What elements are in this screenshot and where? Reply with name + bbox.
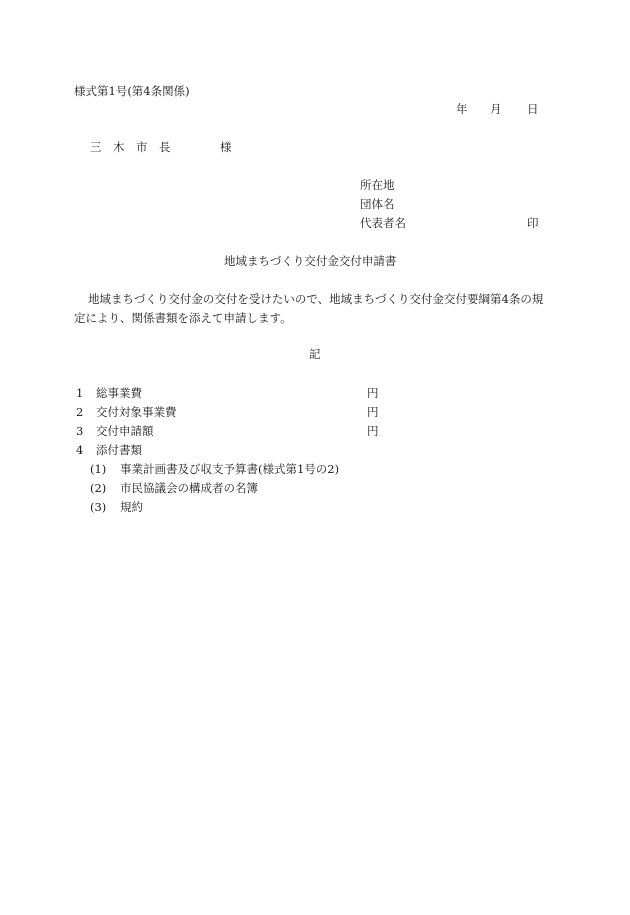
attachment-label: 規約 [120, 500, 143, 514]
address-label: 所在地 [360, 178, 395, 192]
item-number: 4 [76, 443, 84, 457]
item-unit: 円 [367, 424, 379, 438]
item-label: 交付対象事業費 [96, 405, 177, 419]
document-title: 地域まちづくり交付金交付申請書 [224, 254, 397, 268]
item-unit: 円 [367, 405, 379, 419]
body-text: 地域まちづくり交付金の交付を受けたいので、地域まちづくり交付金交付要綱第4条の規定により、関係書類を添えて申請します。 [74, 292, 544, 325]
attachment-number: (1) [90, 462, 107, 476]
attachment-number: (3) [90, 500, 107, 514]
item-number: 2 [76, 405, 84, 419]
date-day: 日 [527, 102, 539, 116]
addressee-honorific: 様 [220, 140, 232, 154]
item-number: 3 [76, 424, 84, 438]
item-number: 1 [76, 386, 84, 400]
item-unit: 円 [367, 386, 379, 400]
body-paragraph [74, 290, 546, 328]
attachment-label: 事業計画書及び収支予算書(様式第1号の2) [120, 462, 340, 476]
attachment-number: (2) [90, 481, 107, 495]
date-month: 月 [490, 102, 502, 116]
org-label: 団体名 [360, 197, 395, 211]
item-label: 総事業費 [96, 386, 142, 400]
form-label: 様式第1号(第4条関係) [74, 84, 190, 98]
attachment-label: 市民協議会の構成者の名簿 [120, 481, 258, 495]
item-label: 添付書類 [96, 443, 142, 457]
addressee-name: 三 木 市 長 [90, 140, 171, 154]
seal-mark: 印 [527, 216, 539, 230]
date-year: 年 [456, 102, 468, 116]
item-label: 交付申請額 [96, 424, 154, 438]
rep-label: 代表者名 [360, 216, 406, 230]
ki-heading: 記 [309, 347, 321, 361]
